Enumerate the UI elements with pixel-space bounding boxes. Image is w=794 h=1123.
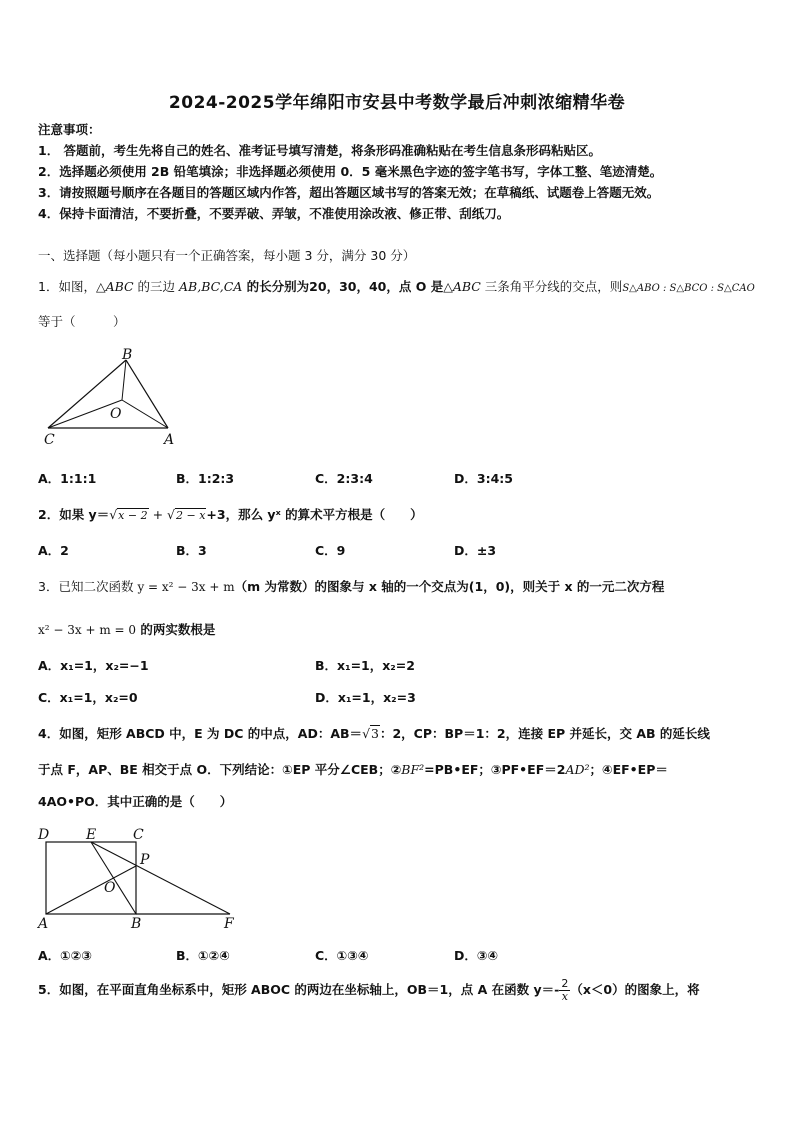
q3-stem	[38, 577, 664, 595]
q1-triangle-figure	[38, 340, 188, 450]
q2-prefix: 2．如果 y＝	[38, 507, 110, 522]
q1-option-a: A．1:1:1	[38, 471, 97, 486]
q4-label-p: P	[140, 852, 150, 868]
q4-label-o: O	[104, 880, 116, 896]
q2-radicand-1: x − 2	[118, 509, 148, 522]
q3-prefix: 3．已知二次函数	[38, 579, 138, 594]
section-heading: 一、选择题（每小题只有一个正确答案，每小题 3 分，满分 30 分）	[38, 248, 416, 263]
q1-label-b: B	[122, 347, 133, 363]
q4-seg-ef	[91, 842, 230, 914]
q4-line1: 4．如图，矩形 ABCD 中，E 为 DC 的中点，AD：AB＝√3：2，CP：BP＝1：2，连接 EP 并延长，交 AB 的延长线	[38, 726, 710, 741]
q1-text2: 的长分别为20，30，40，点 O 是	[242, 279, 444, 294]
q4-line1b: ：2，CP：BP＝1：2，连接 EP 并延长，交 AB 的延长线	[379, 726, 710, 741]
q3-option-c: C．x₁=1，x₂=0	[38, 690, 138, 705]
q2-suffix: +3，那么 yˣ 的算术平方根是（ ）	[206, 507, 423, 522]
q2-option-b: B．3	[176, 543, 207, 558]
q1-label-o: O	[110, 406, 122, 422]
q1-prefix: 1．如图，	[38, 279, 96, 294]
q2-option-a: A．2	[38, 543, 69, 558]
q2-option-c: C．9	[315, 543, 346, 558]
q3-option-d: D．x₁=1，x₂=3	[315, 690, 416, 705]
q1-stem	[38, 277, 755, 295]
q1-sides: AB,BC,CA	[179, 279, 243, 294]
q1-option-b: B．1:2:3	[176, 471, 235, 486]
q1-text3: 三条角平分线的交点，则	[480, 279, 623, 294]
q1-label-c: C	[44, 432, 55, 448]
q4-label-d: D	[38, 827, 50, 843]
q4-option-b: B．①②④	[176, 948, 230, 963]
q4-option-d: D．③④	[454, 948, 499, 963]
q4-line1a: 4．如图，矩形 ABCD 中，E 为 DC 的中点，AD：AB＝	[38, 726, 363, 741]
q1-line2: 等于（ ）	[38, 314, 126, 329]
q3-function: y = x² − 3x + m	[137, 580, 235, 594]
q3-option-a: A．x₁=1，x₂=−1	[38, 658, 149, 673]
q2-stem: 2．如果 y＝√x − 2 + √2 − x+3，那么 yˣ 的算术平方根是（ ）	[38, 507, 423, 522]
q1-option-d: D．3:4:5	[454, 471, 513, 486]
q4-rectangle-figure	[34, 826, 244, 930]
q3-equation: x² − 3x + m = 0	[38, 623, 137, 637]
q2-plus: +	[148, 507, 168, 522]
q1-option-c: C．2:3:4	[315, 471, 373, 486]
q2-radicand-2: 2 − x	[175, 509, 206, 522]
q4-option-c: C．①③④	[315, 948, 369, 963]
q5-fraction-num: 2	[561, 977, 569, 990]
q1-label-a: A	[164, 432, 175, 448]
q4-ad2: AD²	[565, 762, 590, 777]
q3-option-b: B．x₁=1，x₂=2	[315, 658, 415, 673]
q4-seg-ap	[46, 866, 136, 914]
q3-text: （m 为常数）的图象与 x 轴的一个交点为(1，0)，则关于 x 的一元二次方程	[234, 579, 665, 594]
q5-prefix: 5．如图，在平面直角坐标系中，矩形 ABOC 的两边在坐标轴上，OB＝1，点 A 在函数 y＝-	[38, 982, 560, 997]
q4-rect-abcd	[46, 842, 136, 914]
q4-line2	[38, 760, 668, 778]
q1-triangle: △ABC	[95, 279, 134, 294]
q3-equation-line	[38, 620, 215, 638]
q4-line2b: =PB•EF；③PF•EF＝2	[424, 762, 566, 777]
q4-line2c: ；④EF•EP＝	[589, 762, 668, 777]
q5-fraction-den: x	[561, 990, 568, 1003]
notice-item-4: 4．保持卡面清洁，不要折叠，不要弄破、弄皱，不准使用涂改液、修正带、刮纸刀。	[38, 206, 510, 221]
notice-item-1: 1． 答题前，考生先将自己的姓名、准考证号填写清楚，将条形码准确粘贴在考生信息条形码粘贴区。	[38, 143, 602, 158]
q4-line3: 4AO•PO．其中正确的是（ ）	[38, 794, 233, 809]
q5-fraction	[559, 978, 570, 1003]
q4-label-f: F	[224, 916, 234, 930]
q4-option-a: A．①②③	[38, 948, 92, 963]
q1-side-ba	[126, 360, 168, 428]
notice-heading: 注意事项：	[38, 122, 101, 137]
q4-bf2: BF²	[401, 762, 425, 777]
q5-suffix: （x＜0）的图象上，将	[570, 982, 700, 997]
notice-item-3: 3．请按照题号顺序在各题目的答题区域内作答，超出答题区域书写的答案无效；在草稿纸、试题卷上答题无效。	[38, 185, 660, 200]
q4-sqrt3: 3	[371, 726, 379, 741]
page-title: 2024-2025学年绵阳市安县中考数学最后冲刺浓缩精华卷	[168, 93, 626, 113]
q1-seg-bo	[122, 360, 126, 400]
q1-seg-ao	[122, 400, 168, 428]
q3-equation-text: 的两实数根是	[136, 622, 216, 637]
q5-stem	[38, 976, 700, 1004]
q4-label-c: C	[133, 827, 144, 843]
q4-label-a: A	[38, 916, 49, 930]
q1-text1: 的三边	[133, 279, 180, 294]
q4-label-e: E	[86, 827, 97, 843]
notice-item-2: 2．选择题必须使用 2B 铅笔填涂；非选择题必须使用 0．5 毫米黑色字迹的签字笔书写，字体工整、笔迹清楚。	[38, 164, 663, 179]
q2-option-d: D．±3	[454, 543, 497, 558]
q4-line2a: 于点 F，AP、BE 相交于点 O．下列结论：①EP 平分∠CEB；②	[38, 762, 402, 777]
q1-triangle-2: △ABC	[443, 279, 481, 294]
q1-area-ratio: S△ABO : S△BCO : S△CAO	[622, 283, 755, 294]
q4-label-b: B	[131, 916, 142, 930]
